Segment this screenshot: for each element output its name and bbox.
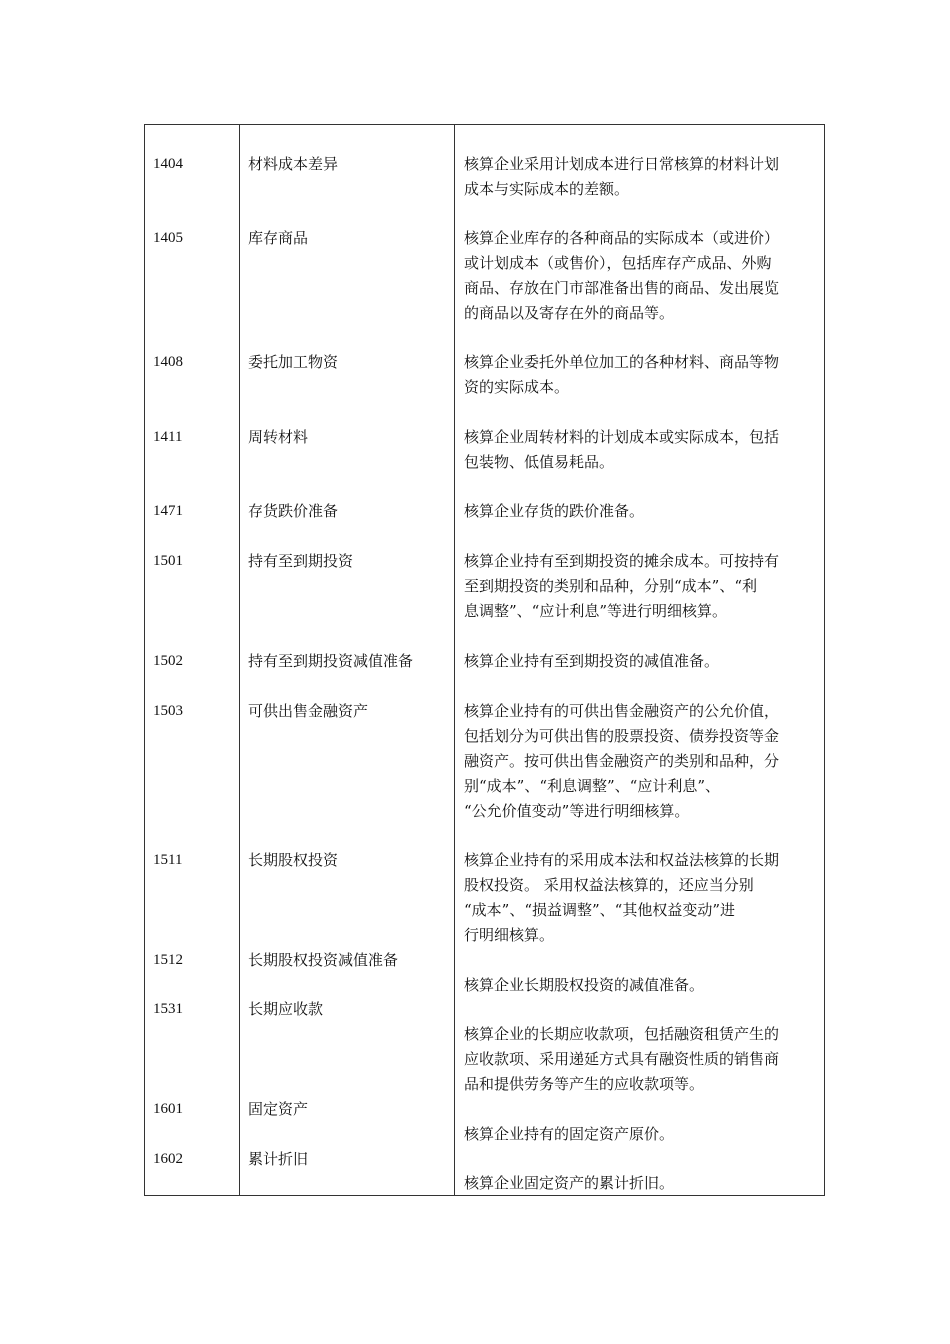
account-name: 长期应收款 <box>248 1000 324 1018</box>
account-description: 核算企业周转材料的计划成本或实际成本，包括 包装物、低值易耗品。 <box>464 428 780 471</box>
account-name: 持有至到期投资 <box>248 552 354 570</box>
account-description: 核算企业库存的各种商品的实际成本（或进价） 或计划成本（或售价），包括库存产成品、外购 商品、存放在门市部准备出售的商品、发出展览 的商品以及寄存在外的商品等。 <box>464 229 780 322</box>
account-description: 核算企业委托外单位加工的各种材料、商品等物 资的实际成本。 <box>464 353 780 396</box>
account-code: 1503 <box>153 703 183 719</box>
account-description: 核算企业持有至到期投资的减值准备。 <box>464 652 720 670</box>
account-name: 长期股权投资 <box>248 851 339 869</box>
account-code: 1471 <box>153 503 183 519</box>
account-name: 库存商品 <box>248 229 309 247</box>
account-name: 持有至到期投资减值准备 <box>248 652 414 670</box>
account-code: 1602 <box>153 1151 183 1167</box>
account-code: 1502 <box>153 653 183 669</box>
account-name: 固定资产 <box>248 1100 309 1118</box>
account-name: 材料成本差异 <box>248 155 339 173</box>
account-code: 1601 <box>153 1101 183 1117</box>
column-divider <box>454 125 455 1195</box>
account-name: 周转材料 <box>248 428 309 446</box>
account-description: 核算企业持有至到期投资的摊余成本。可按持有 至到期投资的类别和品种，分别“成本”、“利 息调整”、“应计利息”等进行明细核算。 <box>464 552 780 620</box>
account-code: 1511 <box>153 852 183 868</box>
account-name: 委托加工物资 <box>248 353 339 371</box>
account-code: 1501 <box>153 553 183 569</box>
account-description: 核算企业持有的固定资产原价。 <box>464 1125 675 1143</box>
account-code: 1408 <box>153 354 183 370</box>
account-code: 1512 <box>153 952 183 968</box>
account-description: 核算企业存货的跌价准备。 <box>464 502 645 520</box>
account-description: 核算企业的长期应收款项，包括融资租赁产生的 应收款项、采用递延方式具有融资性质的销售商 品和提供劳务等产生的应收款项等。 <box>464 1025 780 1093</box>
account-name: 存货跌价准备 <box>248 502 339 520</box>
account-description: 核算企业采用计划成本进行日常核算的材料计划 成本与实际成本的差额。 <box>464 155 780 198</box>
account-description: 核算企业持有的可供出售金融资产的公允价值， 包括划分为可供出售的股票投资、债券投资等金 融资产。按可供出售金融资产的类别和品种，分 别“成本”、“利息调整”、“应计利息”、 “公允价值变动”等进行明细核算。 <box>464 702 780 820</box>
account-code: 1531 <box>153 1001 183 1017</box>
account-description: 核算企业长期股权投资的减值准备。 <box>464 976 705 994</box>
account-description: 核算企业持有的采用成本法和权益法核算的长期 股权投资。 采用权益法核算的，还应当分别 “成本”、“损益调整”、“其他权益变动”进 行明细核算。 <box>464 851 780 944</box>
account-name: 可供出售金融资产 <box>248 702 369 720</box>
account-name: 累计折旧 <box>248 1150 309 1168</box>
column-divider <box>239 125 240 1195</box>
account-name: 长期股权投资减值准备 <box>248 951 399 969</box>
account-code: 1411 <box>153 429 183 445</box>
account-description: 核算企业固定资产的累计折旧。 <box>464 1174 675 1192</box>
accounts-table <box>144 124 825 1196</box>
account-code: 1405 <box>153 230 183 246</box>
account-code: 1404 <box>153 156 183 172</box>
